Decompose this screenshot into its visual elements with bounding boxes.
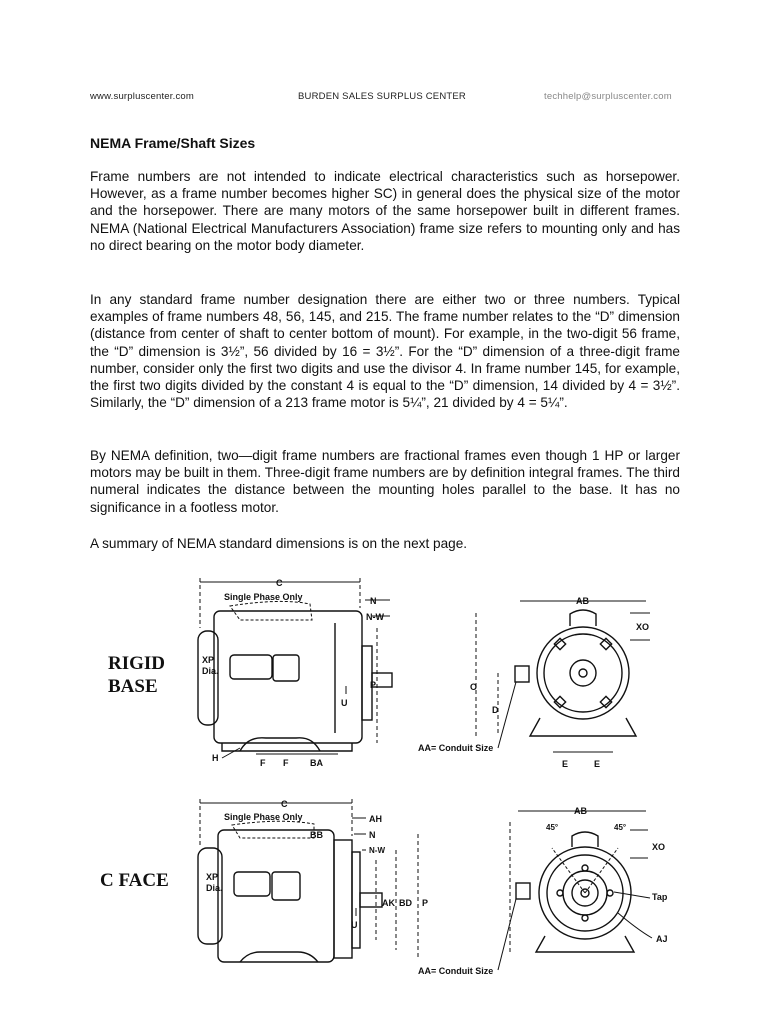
rigid-end-view (418, 596, 650, 769)
cface-dim-u: U (351, 920, 358, 930)
cface-dim-ab: AB (574, 806, 587, 816)
rigid-label-line1: RIGID (108, 653, 166, 674)
rigid-dim-xp: XP (202, 655, 215, 665)
cface-dim-p: P (422, 898, 429, 908)
cface-dim-45-left: 45° (546, 823, 559, 832)
rigid-dim-e2: E (594, 759, 601, 769)
cface-dim-xp: XP (206, 872, 219, 882)
cface-dim-c: C (281, 799, 288, 809)
rigid-dim-ba: BA (310, 758, 323, 768)
cface-side-view (198, 799, 428, 962)
cface-dim-ah: AH (369, 814, 382, 824)
paragraph-nema-definition: By NEMA definition, two—digit frame numbers are fractional frames even though 1 HP or larger motors may be built in them. Three-digit frame numbers are by definition integral frames. The third numeral indicates the distance between the mounting holes parallel to the base. It has no significance in a footless motor. (90, 448, 680, 515)
rigid-dim-f2: F (283, 758, 289, 768)
rigid-dim-dia: Dia. (202, 666, 219, 676)
paragraph-frame-designation: In any standard frame number designation there are either two or three numbers. Typical examples of frame numbers 48, 56, 145, and 215. The frame number relates to the “D” dimension (distance from center of shaft to center bottom of mount). For example, in the two-digit 56 frame, the “D” dimension is 3½”, 56 divided by 16 = 3½”. For the “D” dimension of a three-digit frame number, consider only the first two digits and use the divisor 4. In frame number 145, for example, the first two digits divided by the constant 4 is equal to the “D” dimension, 14 divided by 4 = 3½”. Similarly, the “D” dimension of a 213 frame motor is 5¼”, 21 divided by 4 = 5¼”. (90, 292, 680, 411)
header-email: techhelp@surpluscenter.com (544, 91, 672, 102)
rigid-single-phase-label: Single Phase Only (224, 592, 303, 602)
rigid-dim-o: O (470, 682, 478, 692)
cface-dim-dia: Dia. (206, 883, 223, 893)
paragraph-frame-numbers: Frame numbers are not intended to indicate electrical characteristics such as horsepower. However, as a frame number becomes higher SC) in general does the physical size of the motor and the horsepower. There are many motors of the same horsepower built in different frames. NEMA (National Electrical Manufacturers Association) frame size refers to mounting only and has no direct bearing on the motor body diameter. (90, 169, 680, 253)
cface-end-view (418, 806, 668, 976)
c-face-section (100, 799, 668, 976)
cface-label: C FACE (100, 870, 169, 891)
rigid-dim-h: H (212, 753, 219, 763)
rigid-dim-nw: N-W (366, 612, 384, 622)
header-website: www.surpluscenter.com (90, 91, 194, 102)
cface-dim-aj: AJ (656, 934, 668, 944)
rigid-dim-e1: E (562, 759, 569, 769)
cface-dim-45-right: 45° (614, 823, 627, 832)
rigid-dim-n: N (370, 596, 377, 606)
rigid-dim-d: D (492, 705, 499, 715)
cface-dim-xo: XO (652, 842, 666, 852)
cface-dim-nw: N-W (369, 846, 385, 855)
rigid-dim-c: C (276, 578, 283, 588)
page-title: NEMA Frame/Shaft Sizes (90, 135, 256, 151)
cface-dim-tap: Tap (652, 892, 668, 902)
cface-single-phase-label: Single Phase Only (224, 812, 303, 822)
rigid-side-view (198, 578, 392, 768)
rigid-dim-p: P (370, 680, 377, 690)
paragraph-summary-note: A summary of NEMA standard dimensions is on the next page. (90, 536, 468, 551)
cface-dim-aa: AA= Conduit Size (418, 966, 494, 976)
nema-dimension-diagram (90, 568, 690, 988)
header-company: BURDEN SALES SURPLUS CENTER (298, 91, 466, 102)
rigid-base-section (108, 578, 650, 769)
cface-dim-n: N (369, 830, 376, 840)
rigid-dim-f1: F (260, 758, 266, 768)
cface-dim-bd: BD (399, 898, 412, 908)
rigid-dim-aa: AA= Conduit Size (418, 743, 494, 753)
rigid-dim-ab: AB (576, 596, 589, 606)
cface-dim-bb: BB (310, 830, 323, 840)
cface-dim-ak: AK (382, 898, 395, 908)
rigid-label-line2: BASE (108, 676, 158, 697)
rigid-dim-u: U (341, 698, 348, 708)
rigid-dim-xo: XO (636, 622, 650, 632)
